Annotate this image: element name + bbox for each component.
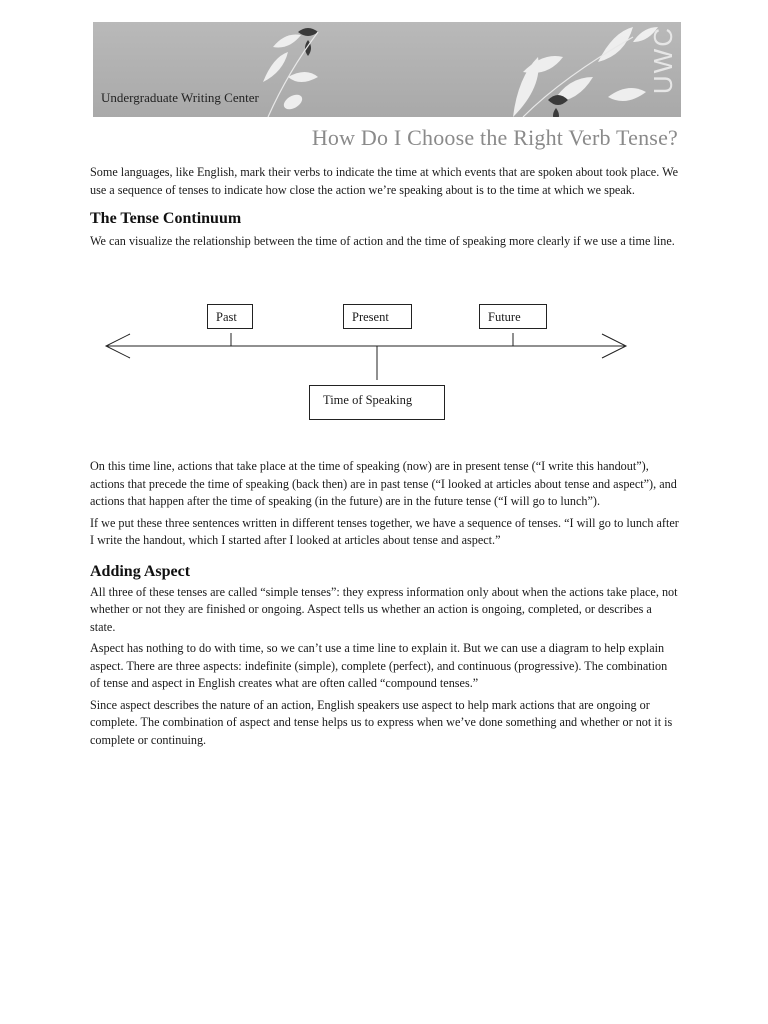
- sequence-paragraph: If we put these three sentences written in different tenses together, we have a sequence of tenses. “I will go to lunch after I write the handout, which I started after I looked at articles about tense and aspect.”: [90, 515, 679, 547]
- center-name: Undergraduate Writing Center: [101, 90, 259, 105]
- section-paragraph: We can visualize the relationship between the time of action and the time of speaking more clearly if we use a time line.: [90, 234, 675, 248]
- future-label: Future: [479, 304, 547, 329]
- present-label: Present: [343, 304, 412, 329]
- header-banner: [93, 22, 681, 117]
- aspect-paragraph-3: Since aspect describes the nature of an action, English speakers use aspect to help mark actions that are ongoing or complete. The combination of aspect and tense helps us to express when we’ve done something and whether or not it is complete or continuing.: [90, 697, 673, 747]
- document-body: [90, 164, 680, 255]
- page-title: How Do I Choose the Right Verb Tense?: [311, 125, 678, 150]
- time-of-speaking-label: Time of Speaking: [309, 385, 445, 420]
- timeline-explanation-paragraph: On this time line, actions that take place at the time of speaking (now) are in present tense (“I write this handout”), actions that precede the time of speaking (back then) are in past tense (“I looked at articles about tense and aspect”), and actions that happen after the time of speaking (in the future) are in the future tense (“I will go to lunch”).: [90, 459, 677, 508]
- section-heading-tense-continuum: The Tense Continuum: [90, 210, 242, 227]
- intro-paragraph: Some languages, like English, mark their verbs to indicate the time at which events that are spoken about took place. We use a sequence of tenses to indicate how close the action we’re speaking about is to the time at which we speak.: [90, 165, 679, 197]
- aspect-paragraph-1: All three of these tenses are called “simple tenses”: they express information only about when the actions take place, not whether or not they are finished or ongoing. Aspect tells us whether an action is ongoing, completed, or describes a state.: [90, 584, 678, 634]
- aspect-paragraph-2: Aspect has nothing to do with time, so we can’t use a time line to explain it. But we can use a diagram to help explain aspect. There are three aspects: indefinite (simple), complete (perfect), and continuous (progressive). The combination of tense and aspect in English creates what are often called “compound tenses.”: [90, 641, 668, 690]
- document-body-continued: [90, 458, 680, 753]
- tense-timeline-diagram: [100, 300, 640, 425]
- section-heading-adding-aspect: Adding Aspect: [90, 562, 191, 580]
- past-label: Past: [207, 304, 253, 329]
- uwc-logo: UWC: [648, 26, 678, 95]
